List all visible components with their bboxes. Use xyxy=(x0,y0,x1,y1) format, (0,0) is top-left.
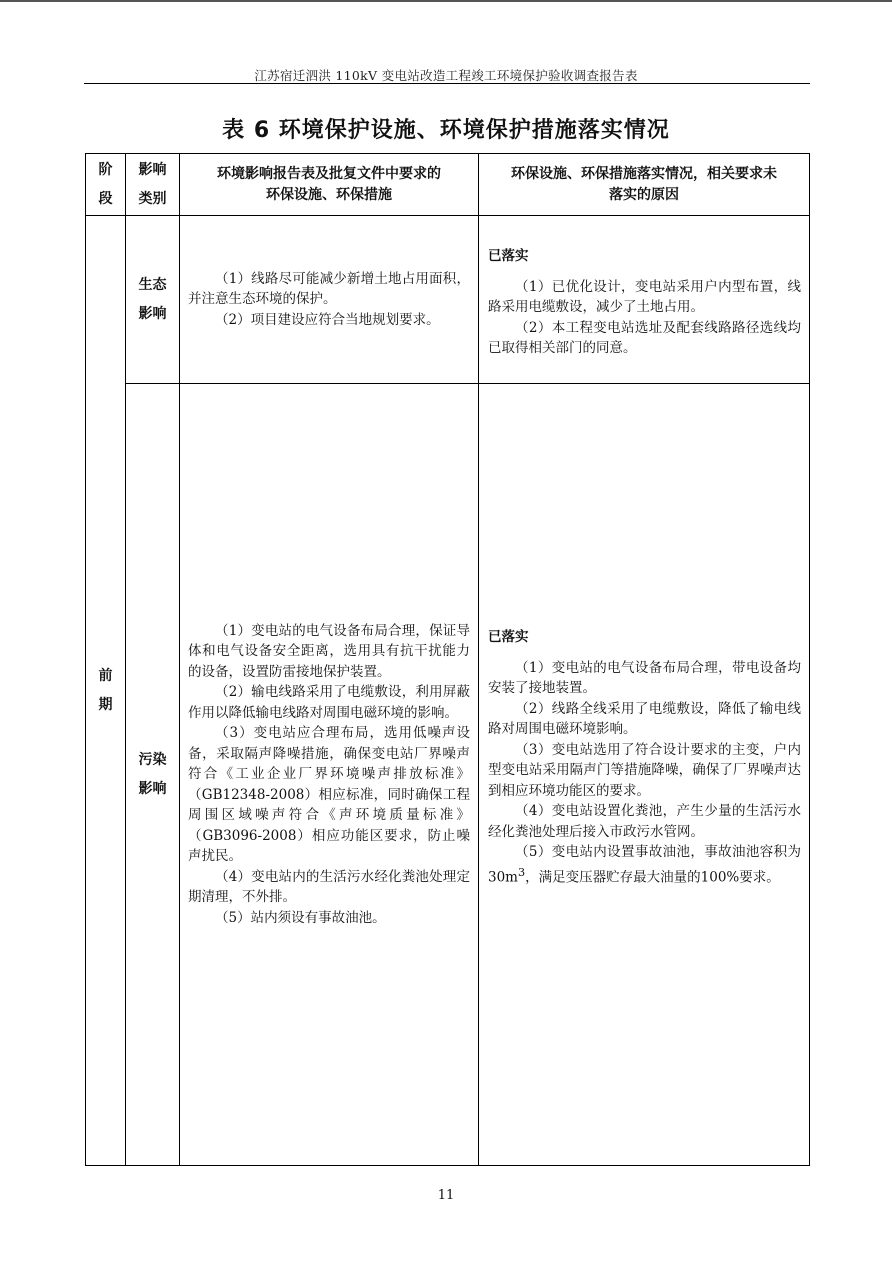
implementation-item: （2）线路全线采用了电缆敷设，降低了输电线路对周围电磁环境影响。 xyxy=(488,700,801,737)
requirement-item: （2）项目建设应符合当地规划要求。 xyxy=(215,311,440,328)
table-row-ecological xyxy=(86,216,810,384)
table-title: 表 6 环境保护设施、环境保护措施落实情况 xyxy=(222,118,670,143)
implementation-item: （3）变电站选用了符合设计要求的主变，户内型变电站采用隔声门等措施降噪，确保了厂界噪声达到相应环境功能区的要求。 xyxy=(488,741,801,799)
requirement-item: （2）输电线路采用了电缆敷设，利用屏蔽作用以降低输电线路对周围电磁环境的影响。 xyxy=(188,684,470,721)
requirement-item: （3）变电站应合理布局，选用低噪声设备，采取隔声降噪措施，确保变电站厂界噪声符合《工业企业厂界环境噪声排放标准》（GB12348-2008）相应标准，同时确保工程周围区域噪声符合《声环境质量标准》（GB3096-2008）相应功能区要求，防止噪声扰民。 xyxy=(188,725,470,865)
implementation-item: （1）已优化设计，变电站采用户内型布置，线路采用电缆敷设，减少了土地占用。 xyxy=(488,278,801,315)
requirement-item: （4）变电站内的生活污水经化粪池处理定期清理，不外排。 xyxy=(188,868,470,906)
header-rule xyxy=(84,83,810,84)
implementation-item: （1）变电站的电气设备布局合理，带电设备均安装了接地装置。 xyxy=(488,659,801,696)
col-header-implementation: 环保设施、环保措施落实情况，相关要求未 落实的原因 xyxy=(479,154,810,216)
top-border-line xyxy=(0,0,892,2)
implementation-item: （4）变电站设置化粪池，产生少量的生活污水经化粪池处理后接入市政污水管网。 xyxy=(488,803,801,840)
measures-table xyxy=(85,153,810,1166)
implementation-ecological xyxy=(479,216,810,384)
category-ecological: 生态 影响 xyxy=(126,216,180,384)
col-header-requirements: 环境影响报告表及批复文件中要求的 环保设施、环保措施 xyxy=(180,154,479,216)
col-header-category: 影响 类别 xyxy=(126,154,180,216)
stage-cell: 前 期 xyxy=(86,216,126,1166)
requirements-ecological xyxy=(180,216,479,384)
table-header-row xyxy=(86,154,810,216)
requirement-item: （5）站内须设有事故油池。 xyxy=(215,909,386,926)
implementation-item: （2）本工程变电站选址及配套线路路径选线均已取得相关部门的同意。 xyxy=(488,319,801,356)
implementation-pollution xyxy=(479,384,810,1166)
requirement-item: （1）线路尽可能减少新增土地占用面积，并注意生态环境的保护。 xyxy=(188,270,470,308)
requirement-item: （1）变电站的电气设备布局合理，保证导体和电气设备安全距离，选用具有抗干扰能力的设备，设置防雷接地保护装置。 xyxy=(188,622,470,680)
implementation-item-oil-pool: （5）变电站内设置事故油池，事故油池容积为 $30m^3$，满足变压器贮存最大油量的100%要求。 xyxy=(488,844,801,885)
status-label: 已落实 xyxy=(488,248,529,264)
col-header-stage: 阶 段 xyxy=(86,154,126,216)
page-number: 11 xyxy=(437,1188,455,1203)
running-header: 江苏宿迁泗洪 110kV 变电站改造工程竣工环境保护验收调查报告表 xyxy=(254,68,638,83)
requirements-pollution xyxy=(180,384,479,1166)
status-label: 已落实 xyxy=(488,629,529,645)
category-pollution: 污染 影响 xyxy=(126,384,180,1166)
table-row-pollution xyxy=(86,384,810,1166)
